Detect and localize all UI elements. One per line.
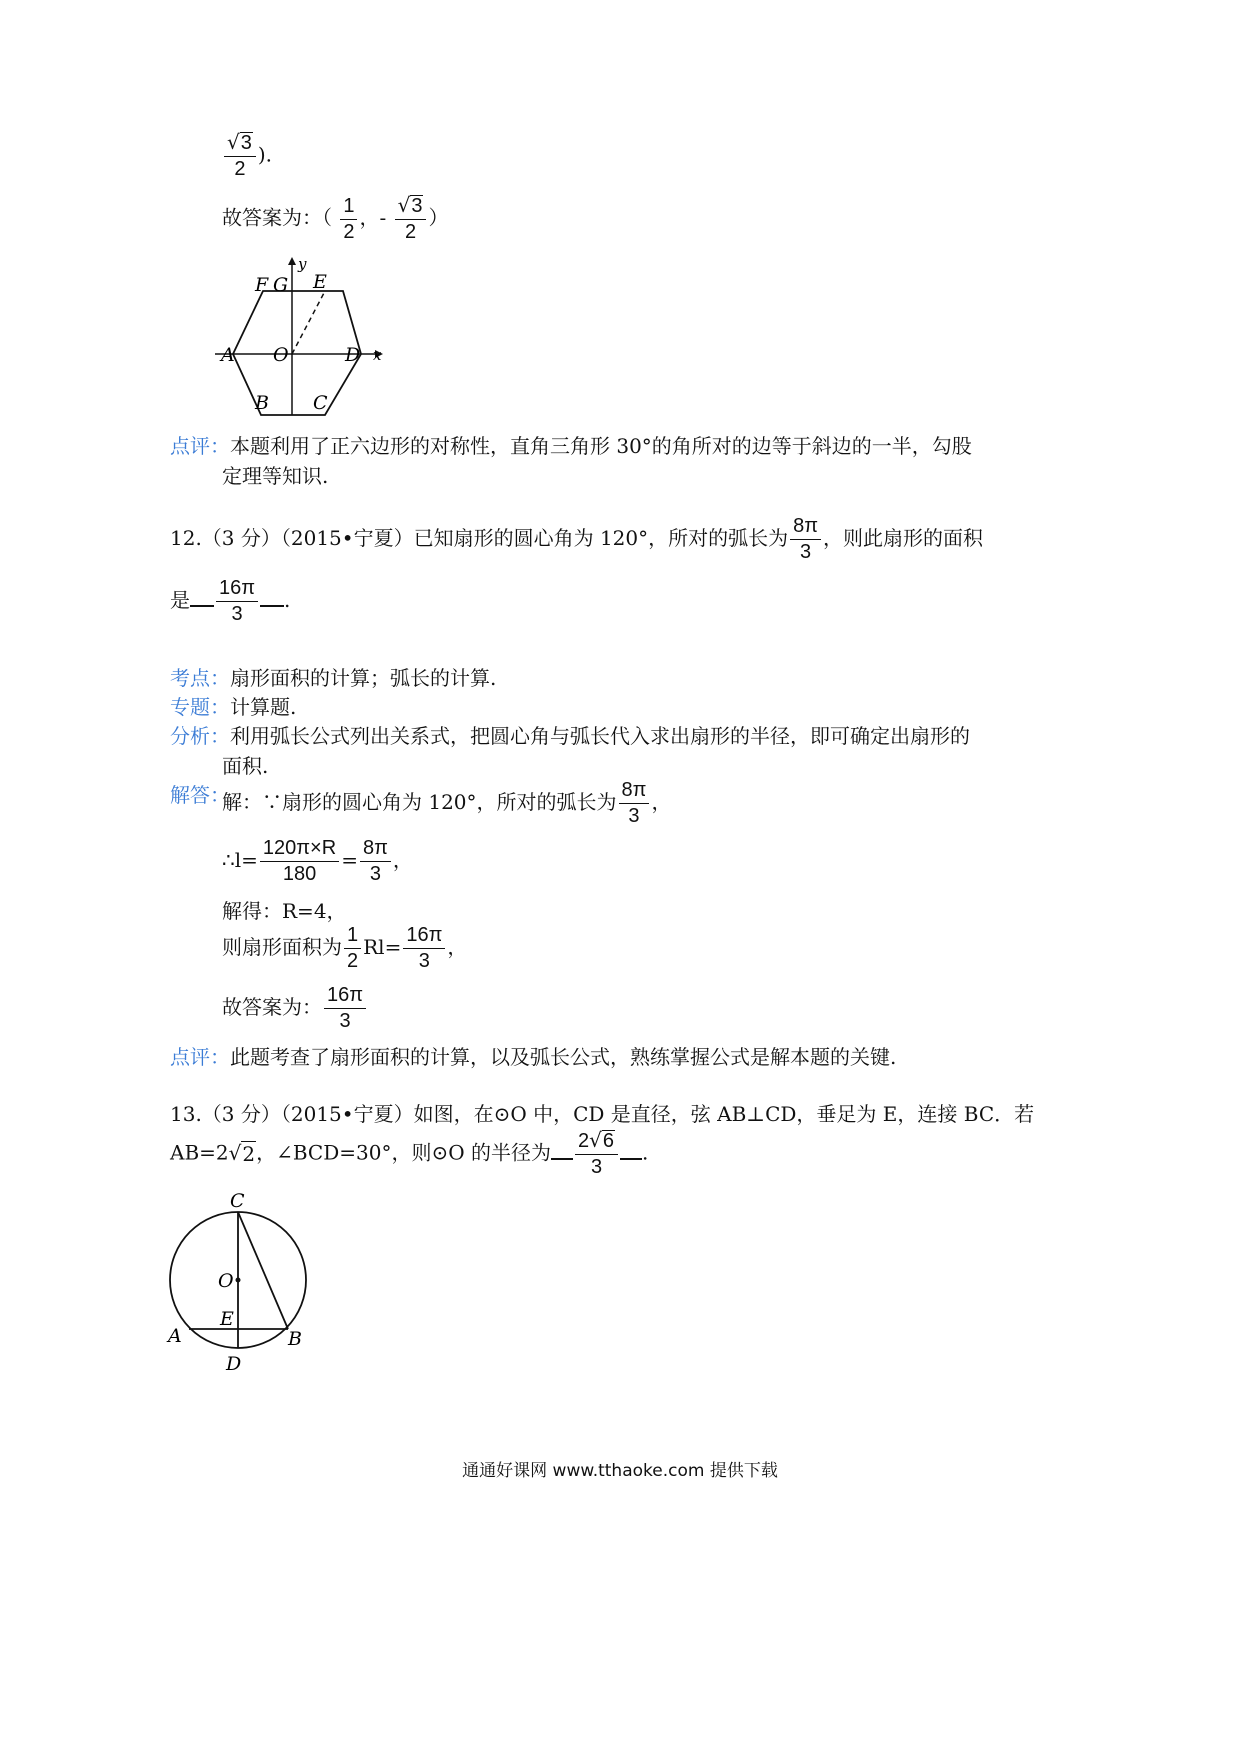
fraction: $\frac{120\pi\times R}{180}$ [260,838,339,885]
label-C: C [313,392,328,414]
hexagon-figure [215,255,395,420]
q12-solution-line5: 故答案为： $\frac{16\pi}{3}$ [222,985,368,1032]
q11-comment-line1: 点评：本题利用了正六边形的对称性，直角三角形 30°的角所对的边等于斜边的一半，勾股 [170,434,972,458]
label-x: x [373,346,382,364]
q13-stem-line1: 13.（3 分）（2015•宁夏）如图，在⊙O 中，CD 是直径，弦 AB⊥CD，垂足为 E，连接 BC．若 [170,1102,1035,1126]
label-C: C [230,1190,245,1212]
q12-dianping: 点评：此题考查了扇形面积的计算，以及弧长公式，熟练掌握公式是解本题的关键. [170,1045,897,1069]
fraction: $\frac{1}{2}$ [344,925,361,972]
q11-answer-line: 故答案为：（ $\frac{1}{2}$ ，- √ 3 2 ） [222,193,449,243]
dashed-oe [292,291,325,354]
circle-figure [160,1190,320,1380]
q12-solution-line3: 解得：R=4， [222,899,347,923]
answer-y-fraction: √ 3 2 [395,195,427,243]
answer-x-fraction: $\frac{1}{2}$ [340,196,357,243]
label-F: F [255,274,269,296]
label-E: E [220,1308,234,1330]
label-B: B [288,1328,302,1350]
q12-solution-line2: ∴l= $\frac{120\pi\times R}{180}$ = $\frac{8\pi}{3}$ ， [222,837,413,885]
q12-kaodian: 考点：扇形面积的计算；弧长的计算. [170,666,497,690]
label-A: A [168,1325,182,1347]
q12-stem-line1: 12.（3 分）（2015•宁夏）已知扇形的圆心角为 120°，所对的弧长为 $\frac{8\pi}{3}$ ，则此扇形的面积 [170,515,984,563]
y-axis-arrow [288,257,296,265]
q12-zhuanti: 专题：计算题. [170,695,297,719]
q12-solution-line4: 则扇形面积为 $\frac{1}{2}$ Rl= $\frac{16\pi}{3}$ ， [222,924,468,972]
arc-length-fraction: $\frac{8\pi}{3}$ [790,516,821,563]
q13-answer-fraction: 2 √ 6 3 [575,1130,618,1178]
label-B: B [255,392,269,414]
q12-solution-line1: 解：∵扇形的圆心角为 120°，所对的弧长为 $\frac{8\pi}{3}$ ， [222,779,672,827]
fraction: $\frac{8\pi}{3}$ [619,780,650,827]
fraction: $\frac{16\pi}{3}$ [324,985,366,1032]
label-D: D [345,344,361,366]
comment-label: 点评： [170,434,230,458]
q11-comment-line2: 定理等知识. [222,464,329,488]
label-G: G [273,274,289,296]
q13-stem-line2: AB=2 √ 2 ，∠BCD=30°，则⊙O 的半径为 2 √ 6 3 . [170,1128,649,1178]
label-D: D [226,1353,242,1375]
q12-stem-line2: 是 $\frac{16\pi}{3}$ . [170,577,291,625]
label-A: A [221,344,235,366]
hexagon [233,291,361,415]
fraction: $\frac{8\pi}{3}$ [360,838,391,885]
q12-answer-fraction: $\frac{16\pi}{3}$ [216,578,258,625]
label-O: O [273,344,289,366]
fraction: √ 3 2 [224,132,256,180]
q11-fraction-line: √ 3 2 ). [222,132,272,180]
label-E: E [313,271,327,293]
center-dot [236,1278,241,1283]
q12-fenxi-line2: 面积. [222,754,269,778]
label-O: O [218,1270,234,1292]
segment-bc [238,1212,288,1329]
fraction: $\frac{16\pi}{3}$ [403,925,445,972]
label-y: y [298,255,307,273]
sqrt-2: √ 2 [228,1140,256,1166]
q12-fenxi-line1: 分析：利用弧长公式列出关系式，把圆心角与弧长代入求出扇形的半径，即可确定出扇形的 [170,724,970,748]
q12-jieda-label: 解答： [170,783,230,807]
footer-text: 通通好课网 www.tthaoke.com 提供下载 [462,1461,778,1481]
